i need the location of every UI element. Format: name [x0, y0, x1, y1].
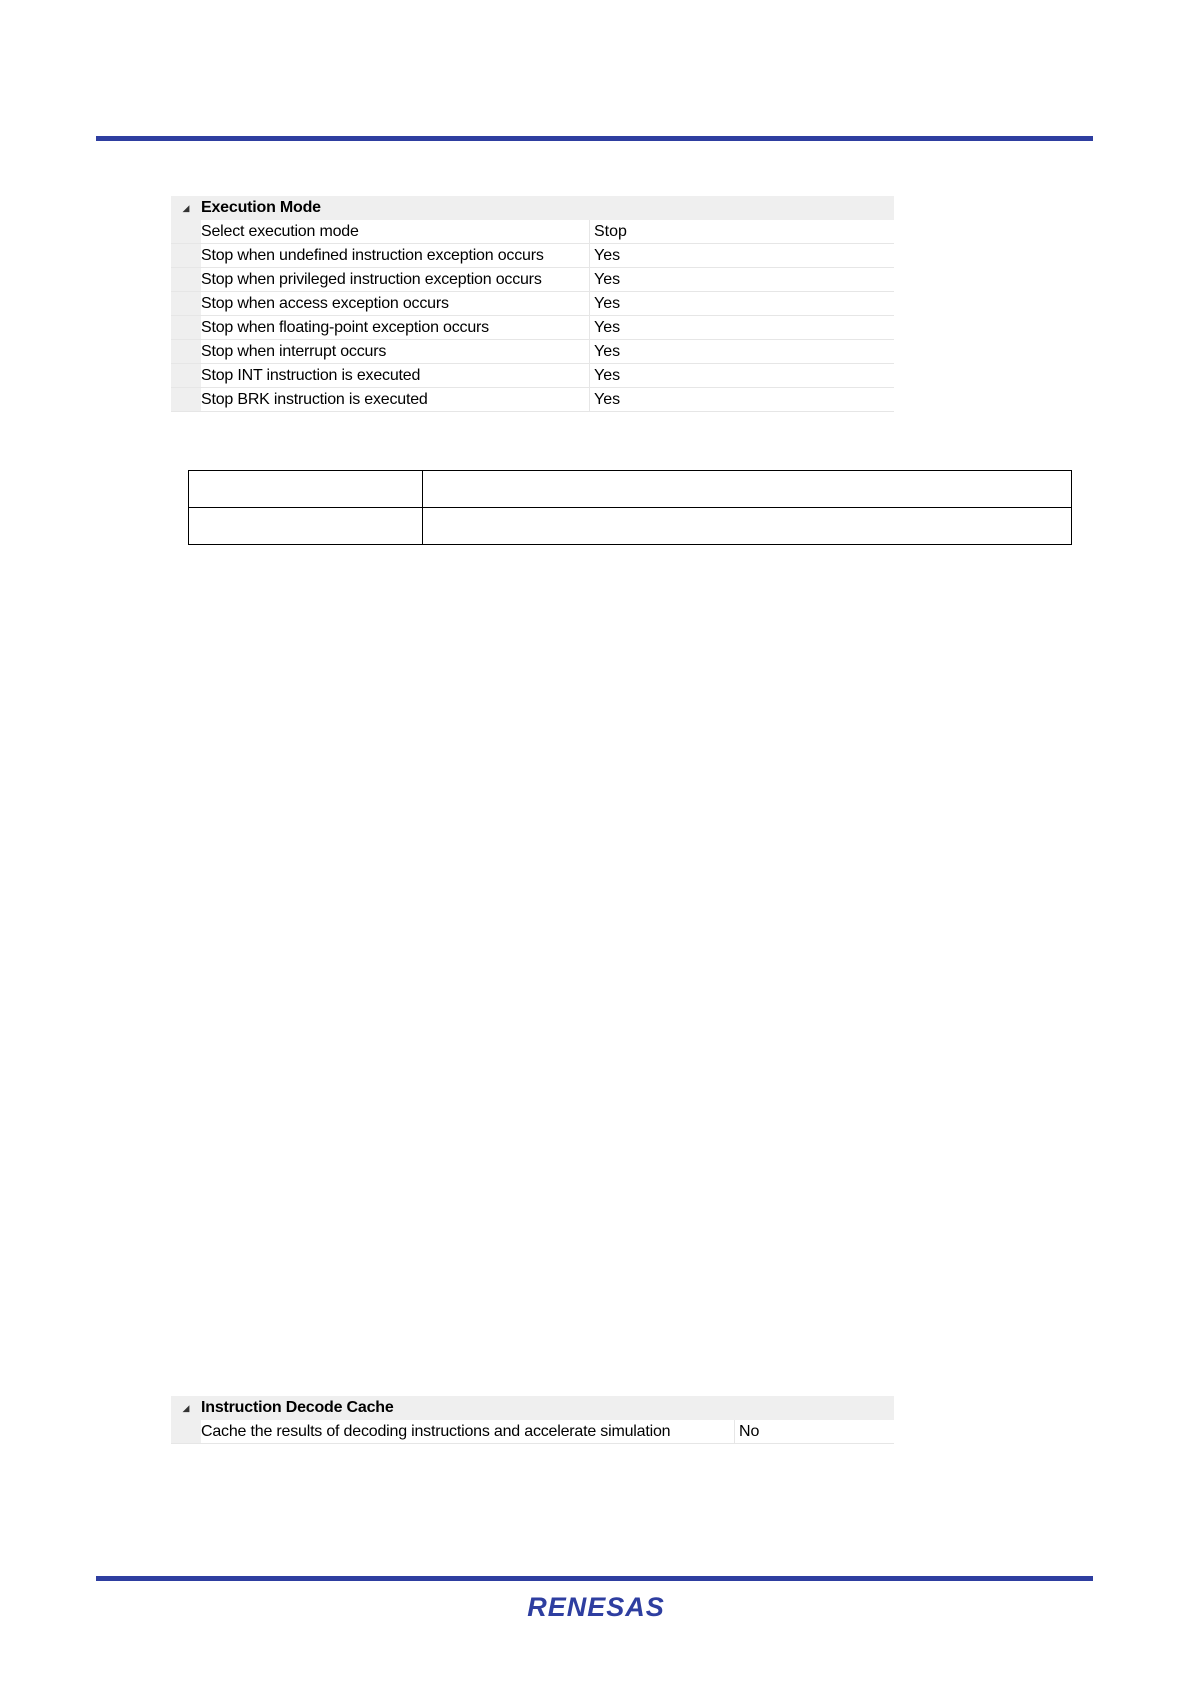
table-cell [189, 471, 423, 508]
table-row [189, 471, 1072, 508]
svg-text:RENESAS: RENESAS [526, 1592, 665, 1622]
property-name: Cache the results of decoding instructions and accelerate simulation [201, 1422, 671, 1440]
instruction-decode-cache-property-grid [171, 1396, 894, 1444]
property-value[interactable]: Yes [589, 292, 894, 315]
property-value[interactable]: Yes [589, 388, 894, 411]
property-row[interactable] [171, 364, 894, 388]
category-execution-mode[interactable] [171, 196, 894, 220]
category-label: Instruction Decode Cache [201, 1399, 394, 1416]
collapse-triangle-icon[interactable]: ◢ [182, 202, 190, 213]
footer-rule [96, 1576, 1093, 1581]
property-name: Stop when floating-point exception occurs [201, 318, 489, 336]
property-row[interactable] [171, 1420, 894, 1444]
property-name: Stop INT instruction is executed [201, 366, 421, 384]
table-cell [423, 508, 1072, 545]
renesas-logo [0, 1588, 1191, 1624]
table-cell [423, 471, 1072, 508]
property-name: Stop when privileged instruction exception occurs [201, 270, 542, 288]
property-value[interactable]: No [734, 1420, 894, 1443]
definition-table [188, 470, 1072, 545]
property-name: Stop when access exception occurs [201, 294, 449, 312]
property-value[interactable]: Yes [589, 244, 894, 267]
property-name: Stop when interrupt occurs [201, 342, 387, 360]
property-value[interactable]: Yes [589, 268, 894, 291]
property-row[interactable] [171, 292, 894, 316]
property-row[interactable] [171, 340, 894, 364]
property-row[interactable] [171, 316, 894, 340]
property-value[interactable]: Yes [589, 316, 894, 339]
table-row [189, 508, 1072, 545]
property-name: Select execution mode [201, 222, 359, 240]
property-row[interactable] [171, 244, 894, 268]
property-row[interactable] [171, 220, 894, 244]
property-value[interactable]: Yes [589, 364, 894, 387]
property-name: Stop BRK instruction is executed [201, 390, 428, 408]
property-value[interactable]: Yes [589, 340, 894, 363]
property-name: Stop when undefined instruction exception occurs [201, 246, 544, 264]
category-label: Execution Mode [201, 199, 321, 216]
property-value[interactable]: Stop [589, 220, 894, 243]
property-row[interactable] [171, 388, 894, 412]
collapse-triangle-icon[interactable]: ◢ [182, 1402, 190, 1413]
category-instruction-decode-cache[interactable] [171, 1396, 894, 1420]
renesas-logo-icon [506, 1590, 686, 1622]
table-cell [189, 508, 423, 545]
property-row[interactable] [171, 268, 894, 292]
execution-mode-property-grid [171, 196, 894, 412]
header-rule [96, 136, 1093, 141]
